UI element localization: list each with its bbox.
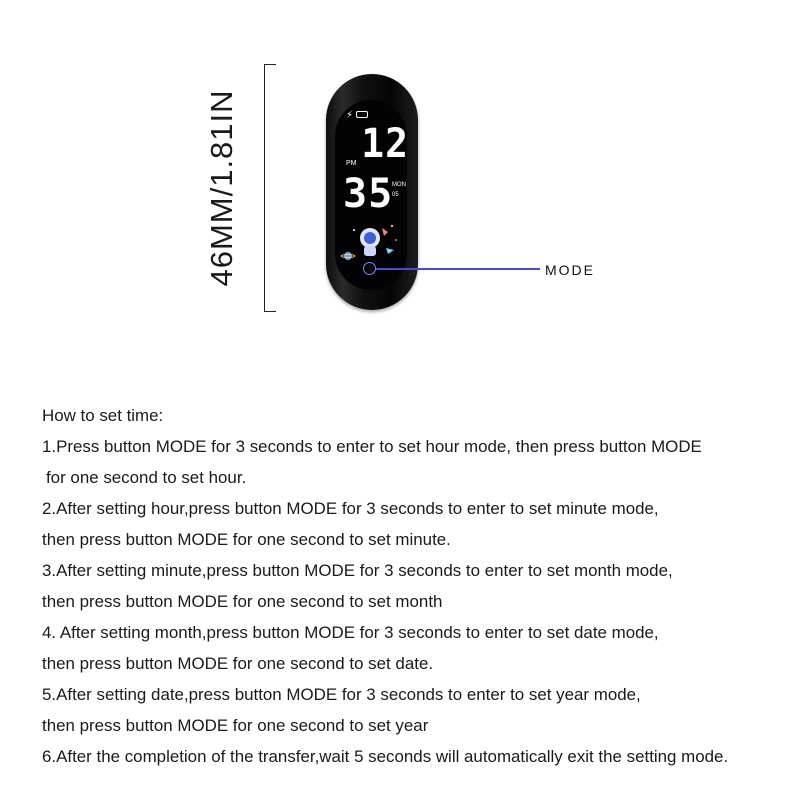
instruction-line: then press button MODE for one second to set date. — [42, 654, 434, 673]
instruction-line: 6.After the completion of the transfer,wait 5 seconds will automatically exit the setting mode. — [42, 747, 729, 766]
astronaut-icon — [340, 218, 404, 266]
instruction-line: 4. After setting month,press button MODE for 3 seconds to enter to set date mode, — [42, 623, 659, 642]
battery-icon — [356, 111, 368, 118]
instruction-line: 5.After setting date,press button MODE for 3 seconds to enter to set year mode, — [42, 685, 641, 704]
dimension-bracket — [264, 64, 276, 312]
watch-date: 05 — [392, 192, 399, 198]
instruction-line: 2.After setting hour,press button MODE for 3 seconds to enter to set minute mode, — [42, 499, 659, 518]
watch-day: MON — [392, 182, 406, 188]
watch-minute: 35 — [343, 171, 394, 217]
mode-pointer-line — [369, 268, 540, 270]
instruction-line: then press button MODE for one second to set year — [42, 716, 429, 735]
instructions — [42, 400, 800, 772]
instructions-heading: How to set time: — [42, 406, 164, 425]
instruction-line: 3.After setting minute,press button MODE for 3 seconds to enter to set month mode, — [42, 561, 673, 580]
instruction-line: then press button MODE for one second to set minute. — [42, 530, 451, 549]
instruction-line: 1.Press button MODE for 3 seconds to enter to set hour mode, then press button MODE — [42, 437, 702, 456]
mode-label: MODE — [545, 262, 595, 278]
watch-ampm: PM — [346, 160, 357, 167]
dimension-label: 46MM/1.81IN — [204, 89, 239, 287]
watch-hour: 12 — [361, 121, 409, 167]
instruction-line: for one second to set hour. — [45, 468, 247, 487]
mode-button[interactable] — [363, 262, 376, 275]
charging-bolt-icon: ⚡ — [346, 110, 354, 121]
instruction-line: then press button MODE for one second to set month — [42, 592, 443, 611]
